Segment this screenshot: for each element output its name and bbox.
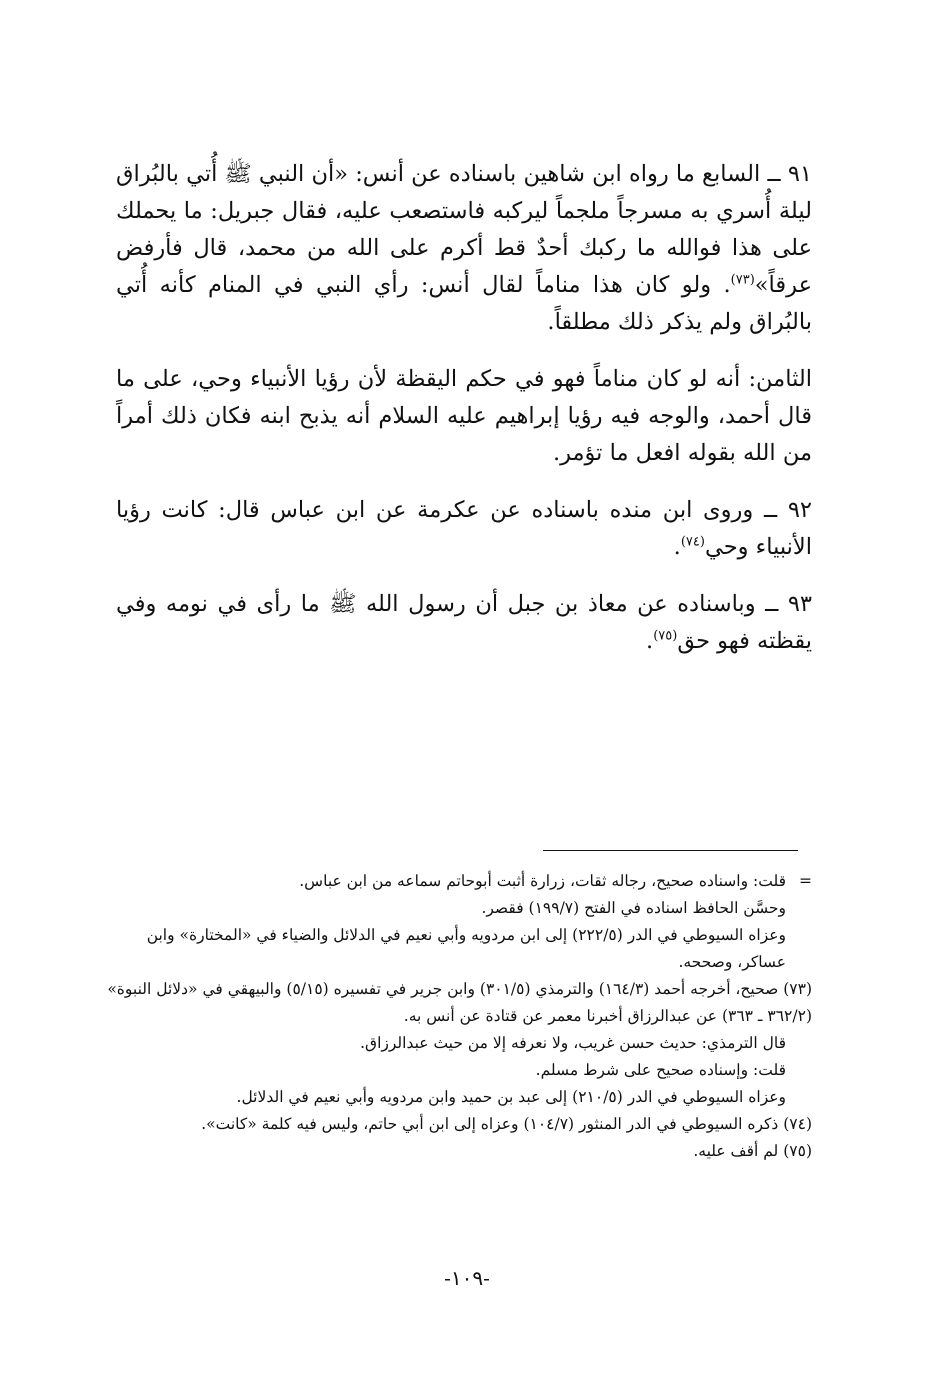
paragraph-eighth-text: الثامن: أنه لو كان مناماً فهو في حكم اليقظة لأن رؤيا الأنبياء وحي، على ما قال أحمد، والوجه فيه رؤيا إبراهيم عليه السلام أنه يذبح ابنه فكان ذلك أمراً من الله بقوله افعل ما تؤمر.	[116, 366, 812, 466]
footnote-73-line-2: قال الترمذي: حديث حسن غريب، ولا نعرفه إلا من حيث عبدالرزاق.	[360, 1034, 786, 1052]
footnote-73-line-3: قلت: وإسناده صحيح على شرط مسلم.	[535, 1061, 786, 1079]
footnote-ref-75[interactable]: (٧٥)	[653, 628, 678, 644]
paragraph-93	[116, 586, 812, 660]
paragraph-eighth	[116, 361, 812, 472]
footnote-75: (٧٥) لم أقف عليه.	[106, 1138, 812, 1165]
footnote-73-marker: (٧٣)	[783, 980, 812, 998]
paragraph-93-text: ٩٣ ــ وباسناده عن معاذ بن جبل أن رسول الله ﷺ ما رأى في نومه وفي يقظته فهو حق	[116, 591, 812, 654]
footnote-74: (٧٤) ذكره السيوطي في الدر المنثور (١٠٤/٧) وعزاه إلى ابن أبي حاتم، وليس فيه كلمة «كانت».	[106, 1111, 812, 1138]
main-text	[116, 156, 812, 680]
paragraph-92-tail: .	[673, 534, 681, 560]
footnote-continuation-line-2: وحسَّن الحافظ اسناده في الفتح (١٩٩/٧) فقصر.	[481, 899, 786, 917]
footnote-ref-73[interactable]: (٧٣)	[730, 272, 755, 288]
footnote-74-marker: (٧٤)	[783, 1115, 812, 1133]
page-number: -١٠٩-	[444, 1266, 490, 1290]
footnote-73: (٧٣) صحيح، أخرجه أحمد (١٦٤/٣) والترمذي (٣٠١/٥) وابن جرير في تفسيره (٥/١٥) والبيهقي في «دلائل النبوة» (٣٦٢/٢ ـ ٣٦٣) عن عبدالرزاق أخبرنا معمر عن قتادة عن أنس به.	[106, 976, 812, 1030]
footnote-divider	[543, 850, 798, 851]
footnote-continuation-line-1: =قلت: واسناده صحيح، رجاله ثقات، زرارة أثبت أبوحاتم سماعه من ابن عباس.	[106, 868, 812, 895]
paragraph-91-tail: . ولو كان هذا مناماً لقال أنس: رأي النبي في المنام كأنه أُتي بالبُراق ولم يذكر ذلك مطلقاً.	[116, 272, 812, 335]
paragraph-93-tail: .	[646, 628, 654, 654]
paragraph-91	[116, 156, 812, 341]
footnote-continuation-line-3: وعزاه السيوطي في الدر (٢٢٢/٥) إلى ابن مردويه وأبي نعيم في الدلائل والضياء في «المختارة» وابن عساكر، وصححه.	[146, 926, 786, 971]
footnote-continuation-marker: =	[799, 872, 812, 890]
footnote-75-marker: (٧٥)	[783, 1142, 812, 1160]
footnotes	[106, 868, 812, 1165]
footnote-ref-74[interactable]: (٧٤)	[680, 534, 705, 550]
paragraph-92	[116, 492, 812, 566]
footnote-73-line-4: وعزاه السيوطي في الدر (٢١٠/٥) إلى عبد بن حميد وابن مردويه وأبي نعيم في الدلائل.	[236, 1088, 786, 1106]
paragraph-92-text: ٩٢ ــ وروى ابن منده باسناده عن عكرمة عن ابن عباس قال: كانت رؤيا الأنبياء وحي	[116, 497, 812, 560]
paragraph-91-text: ٩١ ــ السابع ما رواه ابن شاهين باسناده عن أنس: «أن النبي ﷺ أُتي بالبُراق ليلة أُسري به مسرجاً ملجماً ليركبه فاستصعب عليه، فقال جبريل: ما يحملك على هذا فوالله ما ركبك أحدٌ قط أكرم على الله من محمد، قال فأرفض عرقاً»	[116, 161, 812, 298]
